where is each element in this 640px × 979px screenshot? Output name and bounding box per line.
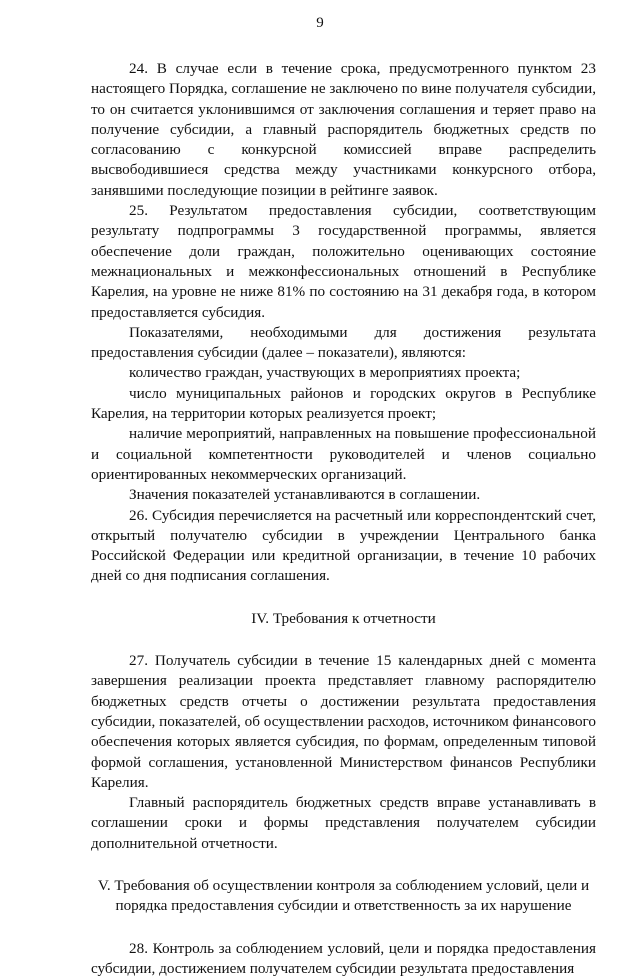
document-body: [91, 59, 596, 979]
indicator-item: наличие мероприятий, направленных на повышение профессиональной и социальной компетентности руководителей и членов социально ориентированных некоммерческих организаций.: [91, 425, 596, 483]
paragraph-27: 27. Получатель субсидии в течение 15 календарных дней с момента завершения реализации проекта представляет главному распорядителю бюджетных средств отчеты о достижении результата предоставления субсидии, показателей, об осуществлении расходов, источником финансового обеспечения которых является субсидия, по формам, определенным типовой формой соглашения, установленной Министерством финансов Республики Карелия.: [91, 652, 596, 791]
indicator-item: количество граждан, участвующих в мероприятиях проекта;: [129, 364, 521, 382]
paragraph-indicator-values: Значения показателей устанавливаются в соглашении.: [129, 486, 481, 504]
indicator-item: число муниципальных районов и городских округов в Республике Карелия, на территории которых реализуется проект;: [91, 384, 596, 423]
page-number: 9: [316, 15, 324, 31]
paragraph-28: 28. Контроль за соблюдением условий, цели и порядка предоставления субсидии, достижением получателем субсидии результата предоставления: [91, 939, 596, 977]
paragraph-indicators-intro: Показателями, необходимыми для достижения результата предоставления субсидии (далее – показатели), являются:: [91, 323, 596, 362]
section-heading-iv: IV. Требования к отчетности: [251, 609, 436, 627]
paragraph-25: 25. Результатом предоставления субсидии, соответствующим результату подпрограммы 3 государственной программы, является обеспечение доли граждан, положительно оценивающих состояние межнациональных и межконфессиональных отношений в Республике Карелия, на уровне не ниже 81% по состоянию на 31 декабря года, в котором предоставляется субсидия.: [91, 202, 596, 321]
section-heading-v: V. Требования об осуществлении контроля за соблюдением условий, цели и порядка предоставления субсидии и ответственность за их нарушение: [97, 876, 590, 915]
paragraph-additional-reporting: Главный распорядитель бюджетных средств вправе устанавливать в соглашении сроки и формы представления получателем субсидии дополнительной отчетности.: [91, 794, 596, 852]
paragraph-26: 26. Субсидия перечисляется на расчетный или корреспондентский счет, открытый получателю субсидии в учреждении Центрального банка Российской Федерации или кредитной организации, в течение 10 рабочих дней со дня подписания соглашения.: [91, 506, 596, 585]
paragraph-24: 24. В случае если в течение срока, предусмотренного пунктом 23 настоящего Порядка, соглашение не заключено по вине получателя субсидии, то он считается уклонившимся от заключения соглашения и теряет право на получение субсидии, а главный распорядитель бюджетных средств по согласованию с конкурсной комиссией вправе распределить высвободившиеся средства между участниками конкурсного отбора, занявшими последующие позиции в рейтинге заявок.: [91, 60, 596, 199]
